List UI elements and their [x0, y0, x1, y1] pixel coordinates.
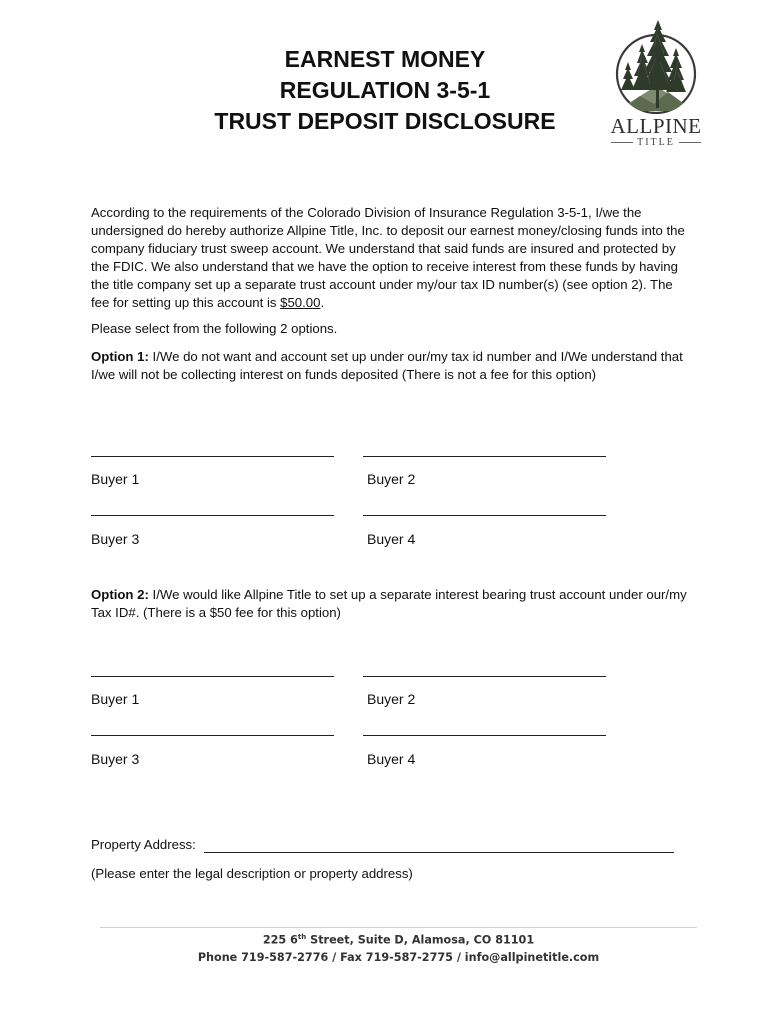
- option-2-text: I/We would like Allpine Title to set up a separate interest bearing trust account under our/my Tax ID#. (There is a $50 fee for this option): [91, 587, 687, 620]
- option-1-buyer-2-signature-line[interactable]: [363, 456, 606, 457]
- title-line-3: TRUST DEPOSIT DISCLOSURE: [214, 108, 556, 134]
- footer-contact: Phone 719-587-2776 / Fax 719-587-2775 / info@allpinetitle.com: [197, 951, 600, 964]
- option-2-buyer-3-signature-line[interactable]: [91, 735, 334, 736]
- pine-trees-icon: [598, 18, 714, 114]
- option-1-buyer-4-label: Buyer 4: [367, 531, 416, 547]
- document-title: [180, 44, 590, 137]
- option-1-buyer-1-signature-line[interactable]: [91, 456, 334, 457]
- option-2-buyer-1-signature-line[interactable]: [91, 676, 334, 677]
- logo-subtitle-text: TITLE: [637, 137, 675, 148]
- footer-divider: [100, 927, 697, 928]
- footer-address-start: 225 6: [262, 933, 298, 947]
- title-line-1: EARNEST MONEY: [284, 46, 486, 72]
- select-instruction: Please select from the following 2 options.: [91, 321, 338, 336]
- option-1-buyer-3-label: Buyer 3: [91, 531, 140, 547]
- footer-address-sup: th: [297, 933, 307, 941]
- logo-wordmark: ALLPINE: [610, 114, 702, 138]
- option-1-label: Option 1:: [91, 349, 149, 364]
- logo-rule-left: [611, 142, 633, 143]
- option-2-buyer-4-signature-line[interactable]: [363, 735, 606, 736]
- intro-end: .: [320, 295, 325, 310]
- option-2-buyer-2-signature-line[interactable]: [363, 676, 606, 677]
- setup-fee: $50.00: [280, 295, 321, 310]
- option-1-buyer-4-signature-line[interactable]: [363, 515, 606, 516]
- title-line-2: REGULATION 3-5-1: [279, 77, 491, 103]
- property-address-label: Property Address:: [91, 837, 196, 852]
- option-1-buyer-3-signature-line[interactable]: [91, 515, 334, 516]
- option-1-buyer-1-label: Buyer 1: [91, 471, 140, 487]
- logo-rule-right: [679, 142, 701, 143]
- option-1-paragraph: [91, 348, 691, 384]
- intro-paragraph: [91, 204, 691, 312]
- property-address-field[interactable]: [204, 852, 674, 853]
- option-1-buyer-2-label: Buyer 2: [367, 471, 416, 487]
- option-2-buyer-2-label: Buyer 2: [367, 691, 416, 707]
- option-1-text: I/We do not want and account set up under our/my tax id number and I/We understand that I/we will not be collecting interest on funds deposited (There is not a fee for this option): [91, 349, 683, 382]
- logo-subtitle: [598, 137, 714, 148]
- footer-address: [100, 933, 697, 947]
- option-2-label: Option 2:: [91, 587, 149, 602]
- option-2-buyer-1-label: Buyer 1: [91, 691, 140, 707]
- option-2-buyer-4-label: Buyer 4: [367, 751, 416, 767]
- allpine-title-logo: [598, 18, 714, 152]
- option-2-paragraph: [91, 586, 691, 622]
- footer-address-end: Street, Suite D, Alamosa, CO 81101: [306, 933, 535, 947]
- property-address-hint: (Please enter the legal description or property address): [91, 866, 413, 881]
- option-2-buyer-3-label: Buyer 3: [91, 751, 140, 767]
- intro-text: According to the requirements of the Colorado Division of Insurance Regulation 3-5-1, I/we the undersigned do hereby authorize Allpine Title, Inc. to deposit our earnest money/closing funds into the company fiduciary trust sweep account. We understand that said funds are insured and protected by the FDIC. We also understand that we have the option to receive interest from these funds by having the title company set up a separate trust account under my/our tax ID number(s) (see option 2). The fee for setting up this account is: [91, 205, 685, 310]
